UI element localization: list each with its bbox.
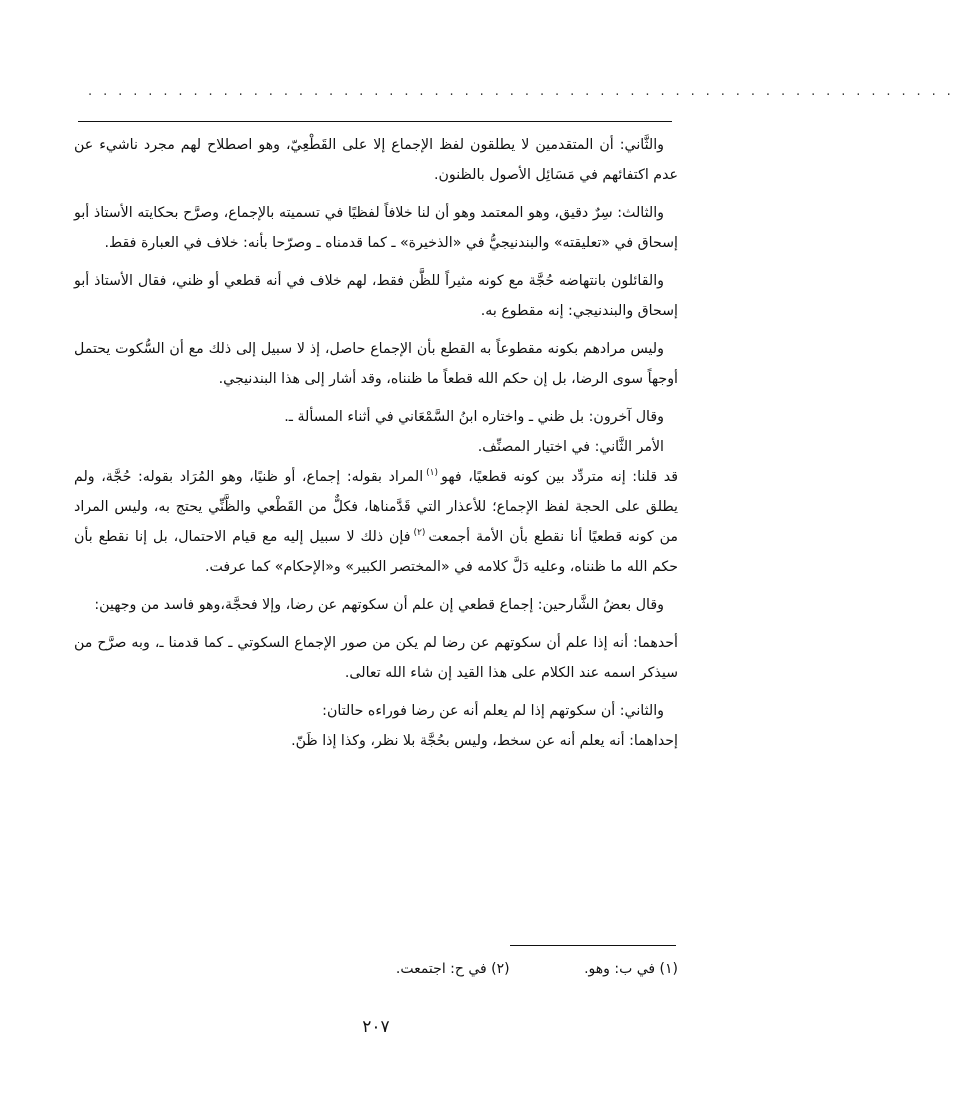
paragraph-author-choice	[74, 462, 678, 582]
header-dotted-line: . . . . . . . . . . . . . . . . . . . . . . . . . . . . . . . . . . . . . . . . . . . . . . . . . . . . . . . . . .	[88, 84, 954, 99]
footnote-1: (١) في ب: وهو.	[584, 961, 678, 977]
main-text	[74, 130, 678, 756]
footnote-2: (٢) في ح: اجتمعت.	[395, 961, 510, 977]
section-heading-second-matter: الأمر الثَّاني: في اختيار المصنِّف.	[477, 439, 664, 455]
header-rule	[78, 121, 672, 122]
paragraph-proponents: والقائلون بانتهاضه حُجَّة مع كونه مثيراً للظَّن فقط، لهم خلاف في أنه قطعي أو ظني، فقال الأستاذ أبو إسحاق والبندنيجي: إنه مقطوع به.	[74, 273, 678, 319]
paragraph-commentators: وقال بعضُ الشَّارحين: إجماع قطعي إن علم أن سكوتهم عن رضا، وإلا فحجَّة،وهو فاسد من وجهين:	[94, 597, 664, 613]
footnote-rule	[510, 945, 676, 946]
footnote-ref-1[interactable]: (١)	[426, 468, 439, 479]
paragraph-author-choice-part-2: المراد بقوله: إجماع، أو ظنيًا، وهو المُرَاد بقوله: حُجَّة، ولم يطلق على الحجة لفظ الإجماع؛ للأعذار التي قَدَّمناها، فكلٌّ من القَطْعي والظَّنِّي يحتج به، وليس المراد من كونه قطعيًا أنا نقطع بأن الأمة أجمعت	[74, 469, 678, 545]
paragraph-one-case: إحداهما: أنه يعلم أنه عن سخط، وليس بحُجَّة بلا نظر، وكذا إذا ظَنّ.	[291, 733, 678, 749]
paragraph-others: وقال آخرون: بل ظني ـ واختاره ابنُ السَّمْعَاني في أثناء المسألة ـ.	[284, 409, 664, 425]
footnote-ref-2[interactable]: (٢)	[413, 528, 426, 539]
paragraph-third-view: والثالث: سِرٌ دقيق، وهو المعتمد وهو أن لنا خلافاً لفظيًا في تسميته بالإجماع، وصرَّح بحكايته الأستاذ أبو إسحاق في «تعليقته» والبندنيجيُّ في «الذخيرة» ـ كما قدمناه ـ وصرّحا بأنه: خلاف في العبارة فقط.	[74, 205, 678, 251]
paragraph-second-aspect: والثاني: أن سكوتهم إذا لم يعلم أنه عن رضا فوراءه حالتان:	[322, 703, 664, 719]
paragraph-meaning: وليس مرادهم بكونه مقطوعاً به القطع بأن الإجماع حاصل، إذ لا سبيل إلى ذلك مع أن السُّكوت يحتمل أوجهاً سوى الرضا، بل إن حكم الله قطعاً ما ظنناه، وقد أشار إلى هذا البندنيجي.	[74, 341, 678, 387]
paragraph-author-choice-part-3: فإن ذلك لا سبيل إليه مع قيام الاحتمال، بل إنا نقطع بأن حكم الله ما ظنناه، وعليه دَلَّ كلامه في «المختصر الكبير» و«الإحكام» كما عرفت.	[74, 529, 678, 575]
page-number: ٢٠٧	[362, 1017, 390, 1037]
paragraph-author-choice-part-1: قد قلنا: إنه متردِّد بين كونه قطعيًا، فهو	[441, 469, 678, 485]
paragraph-first-aspect: أحدهما: أنه إذا علم أن سكوتهم عن رضا لم يكن من صور الإجماع السكوتي ـ كما قدمنا ـ، وبه صرَّح من سيذكر اسمه عند الكلام على هذا القيد إن شاء الله تعالى.	[74, 635, 678, 681]
footnotes	[228, 956, 678, 982]
paragraph-second-view: والثَّاني: أن المتقدمين لا يطلقون لفظ الإجماع إلا على القَطْعِيّ، وهو اصطلاح لهم مجرد ناشيء عن عدم اكتفائهم في مَسَائِل الأصول بالظنون.	[74, 137, 678, 183]
